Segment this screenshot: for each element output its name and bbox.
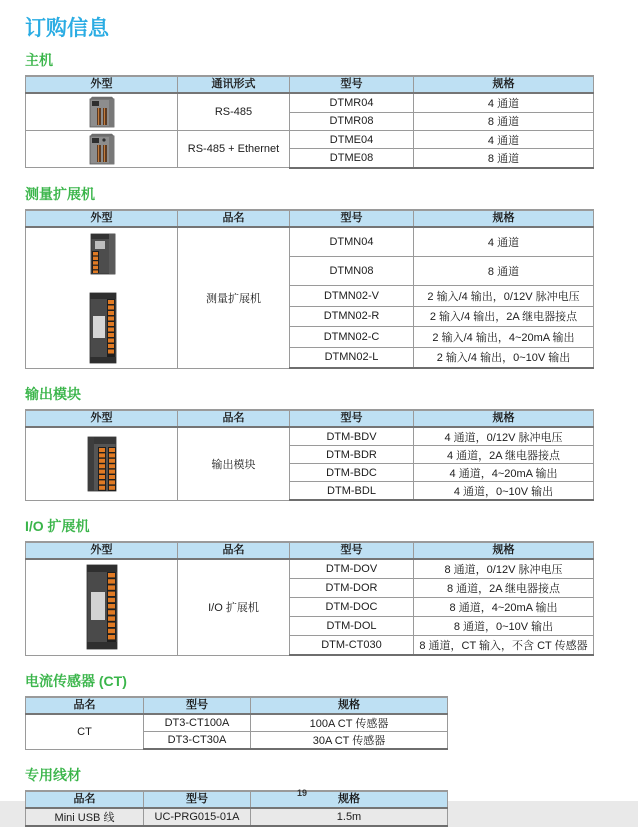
spec-cell: 8 通道，CT 输入，不含 CT 传感器 [414, 636, 594, 656]
model-cell: DT3-CT30A [144, 732, 251, 750]
model-cell: DTM-DOR [290, 579, 414, 598]
model-cell: DTME08 [290, 149, 414, 168]
io-expansion-photo [79, 562, 125, 652]
spec-cell: 4 通道 [414, 227, 594, 257]
section-heading-main-unit: 主机 [25, 52, 53, 68]
model-cell: DTMN02-R [290, 306, 414, 326]
col-header-spec: 规格 [251, 697, 448, 714]
col-header-appearance: 外型 [26, 210, 178, 227]
col-header-model: 型号 [290, 410, 414, 427]
table-header-row [26, 210, 594, 227]
col-header-model: 型号 [290, 542, 414, 559]
page-number: 19 [296, 788, 307, 798]
spec-cell: 4 通道，2A 继电器接点 [414, 446, 594, 464]
table-header-row [26, 791, 448, 808]
spec-cell: 2 输入/4 输出，2A 继电器接点 [414, 306, 594, 326]
col-header-spec: 规格 [414, 210, 594, 227]
spec-cell: 4 通道，4~20mA 输出 [414, 464, 594, 482]
spec-cell: 8 通道，2A 继电器接点 [414, 579, 594, 598]
col-header-spec: 规格 [414, 410, 594, 427]
spec-cell: 2 输入/4 输出，0/12V 脉冲电压 [414, 286, 594, 306]
col-header-model: 型号 [144, 697, 251, 714]
spec-cell: 8 通道，0/12V 脉冲电压 [414, 559, 594, 579]
product-name-cell: 输出模块 [178, 427, 290, 500]
spec-cell: 4 通道 [414, 93, 594, 112]
model-cell: DTM-BDC [290, 464, 414, 482]
product-photo-cell [26, 559, 178, 655]
section-heading-dedicated-cable: 专用线材 [25, 767, 81, 783]
table-row [26, 714, 448, 732]
table-dedicated-cable [25, 790, 448, 827]
output-module-photo [80, 433, 124, 495]
table-row [26, 227, 594, 257]
spec-cell: 8 通道 [414, 149, 594, 168]
table-row [26, 131, 594, 149]
col-header-comm-type: 通讯形式 [178, 76, 290, 93]
table-measure-expansion [25, 209, 594, 370]
main-unit-photo [88, 133, 116, 165]
model-cell: DTM-BDL [290, 482, 414, 501]
spec-cell: 8 通道，0~10V 输出 [414, 617, 594, 636]
table-row [26, 427, 594, 446]
table-row [26, 93, 594, 112]
col-header-product-name: 品名 [178, 410, 290, 427]
product-name-cell: 测量扩展机 [178, 227, 290, 369]
model-cell: DTM-DOC [290, 598, 414, 617]
col-header-spec: 规格 [251, 791, 448, 808]
section-heading-measure-expansion: 测量扩展机 [25, 185, 95, 202]
col-header-spec: 规格 [414, 542, 594, 559]
product-name-cell: I/O 扩展机 [178, 559, 290, 655]
spec-cell: 8 通道 [414, 256, 594, 285]
table-output-module [25, 409, 594, 501]
spec-cell: 2 输入/4 输出，4~20mA 输出 [414, 327, 594, 347]
model-cell: DTM-BDV [290, 427, 414, 446]
model-cell: DTM-DOV [290, 559, 414, 579]
col-header-product-name: 品名 [178, 542, 290, 559]
product-photo-cell [26, 93, 178, 131]
comm-type-cell: RS-485 [178, 93, 290, 131]
table-header-row [26, 542, 594, 559]
col-header-product-name: 品名 [178, 210, 290, 227]
model-cell: DTMR04 [290, 93, 414, 112]
product-name-cell: CT [26, 714, 144, 749]
col-header-appearance: 外型 [26, 542, 178, 559]
page-title: 订购信息 [25, 17, 109, 40]
model-cell: DTM-BDR [290, 446, 414, 464]
product-name-cell: Mini USB 线 [26, 808, 144, 826]
expansion-module-photo-tall [83, 290, 121, 366]
col-header-appearance: 外型 [26, 76, 178, 93]
table-header-row [26, 410, 594, 427]
model-cell: DTM-DOL [290, 617, 414, 636]
table-header-row [26, 697, 448, 714]
product-photo-cell [26, 427, 178, 500]
main-unit-photo [88, 96, 116, 128]
spec-cell: 8 通道，4~20mA 输出 [414, 598, 594, 617]
table-io-expansion [25, 541, 594, 656]
model-cell: DTMN02-L [290, 347, 414, 368]
photo-stack [28, 228, 175, 368]
col-header-product-name: 品名 [26, 697, 144, 714]
spec-cell: 100A CT 传感器 [251, 714, 448, 732]
section-heading-io-expansion: I/O 扩展机 [25, 518, 90, 534]
spec-cell: 2 输入/4 输出，0~10V 输出 [414, 347, 594, 368]
section-heading-current-sensor: 电流传感器 (CT) [25, 673, 127, 689]
table-main-unit [25, 75, 594, 169]
model-cell: DTME04 [290, 131, 414, 149]
spec-cell: 4 通道 [414, 131, 594, 149]
product-photo-cell [26, 227, 178, 369]
col-header-model: 型号 [290, 76, 414, 93]
table-row [26, 808, 448, 826]
col-header-product-name: 品名 [26, 791, 144, 808]
spec-cell: 1.5m [251, 808, 448, 826]
product-photo-cell [26, 131, 178, 168]
expansion-module-photo [85, 230, 119, 276]
model-cell: DTM-CT030 [290, 636, 414, 656]
model-cell: DTMN04 [290, 227, 414, 257]
model-cell: DTMR08 [290, 112, 414, 130]
model-cell: DTMN08 [290, 256, 414, 285]
model-cell: DTMN02-C [290, 327, 414, 347]
col-header-appearance: 外型 [26, 410, 178, 427]
table-header-row [26, 76, 594, 93]
spec-cell: 4 通道，0~10V 输出 [414, 482, 594, 501]
table-current-sensor [25, 696, 448, 750]
col-header-model: 型号 [144, 791, 251, 808]
model-cell: DT3-CT100A [144, 714, 251, 732]
section-heading-output-module: 输出模块 [25, 386, 81, 402]
col-header-spec: 规格 [414, 76, 594, 93]
model-cell: UC-PRG015-01A [144, 808, 251, 826]
spec-cell: 30A CT 传感器 [251, 732, 448, 750]
spec-cell: 8 通道 [414, 112, 594, 130]
model-cell: DTMN02-V [290, 286, 414, 306]
spec-cell: 4 通道，0/12V 脉冲电压 [414, 427, 594, 446]
comm-type-cell: RS-485 + Ethernet [178, 131, 290, 168]
table-row [26, 559, 594, 579]
col-header-model: 型号 [290, 210, 414, 227]
